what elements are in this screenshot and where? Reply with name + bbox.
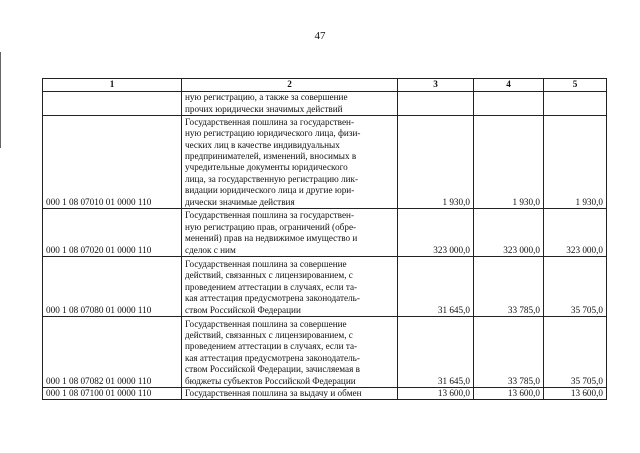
row-value-4: 33 785,0 (474, 257, 544, 317)
table-row (43, 388, 607, 400)
row-value-4 (474, 92, 544, 116)
row-value-5 (544, 92, 607, 116)
row-value-4: 33 785,0 (474, 317, 544, 388)
row-value-3: 31 645,0 (398, 317, 474, 388)
row-code: 000 1 08 07020 01 0000 110 (43, 209, 182, 257)
row-code: 000 1 08 07100 01 0000 110 (43, 388, 182, 400)
row-value-3 (398, 92, 474, 116)
row-value-3: 31 645,0 (398, 257, 474, 317)
row-value-5: 35 705,0 (544, 257, 607, 317)
row-description: Государственная пошлина за государствен- ную регистрацию прав, ограничений (обре- менений) прав на недвижимое имущество и сделок с ним (182, 209, 398, 257)
row-code: 000 1 08 07082 01 0000 110 (43, 317, 182, 388)
header-col-3: 3 (398, 79, 474, 92)
row-value-3: 13 600,0 (398, 388, 474, 400)
row-description: Государственная пошлина за совершение действий, связанных с лицензированием, с проведением аттестации в случаях, если та- кая аттестация предусмотрена законодатель- ством Российской Федерации, зачисляемая в бюджеты субъектов Российской Федерации (182, 317, 398, 388)
row-description: Государственная пошлина за выдачу и обмен (182, 388, 398, 400)
row-description: Государственная пошлина за государствен- ную регистрацию юридического лица, физи- ческих лиц в качестве индивидуальных предпринимателей, изменений, вносимых в учредительные документы юридического лица, за государственную регистрацию лик- видации юридического лица и другие юри- дически значимые действия (182, 116, 398, 209)
header-row (43, 79, 607, 92)
table-row (43, 257, 607, 317)
table-row (43, 116, 607, 209)
row-value-5: 323 000,0 (544, 209, 607, 257)
margin-line (0, 52, 1, 148)
row-value-5: 1 930,0 (544, 116, 607, 209)
table-row (43, 317, 607, 388)
row-value-5: 13 600,0 (544, 388, 607, 400)
row-value-4: 1 930,0 (474, 116, 544, 209)
row-description: ную регистрацию, а также за совершение прочих юридически значимых действий (182, 92, 398, 116)
table-row (43, 209, 607, 257)
row-code (43, 92, 182, 116)
row-value-4: 323 000,0 (474, 209, 544, 257)
revenue-table (42, 78, 607, 400)
row-code: 000 1 08 07010 01 0000 110 (43, 116, 182, 209)
row-value-4: 13 600,0 (474, 388, 544, 400)
table-row (43, 92, 607, 116)
row-value-3: 1 930,0 (398, 116, 474, 209)
row-code: 000 1 08 07080 01 0000 110 (43, 257, 182, 317)
row-value-5: 35 705,0 (544, 317, 607, 388)
page-number: 47 (314, 30, 326, 42)
row-description: Государственная пошлина за совершение действий, связанных с лицензированием, с проведением аттестации в случаях, если та- кая аттестация предусмотрена законодатель- ством Российской Федерации (182, 257, 398, 317)
header-col-1: 1 (43, 79, 182, 92)
header-col-4: 4 (474, 79, 544, 92)
row-value-3: 323 000,0 (398, 209, 474, 257)
header-col-2: 2 (182, 79, 398, 92)
header-col-5: 5 (544, 79, 607, 92)
